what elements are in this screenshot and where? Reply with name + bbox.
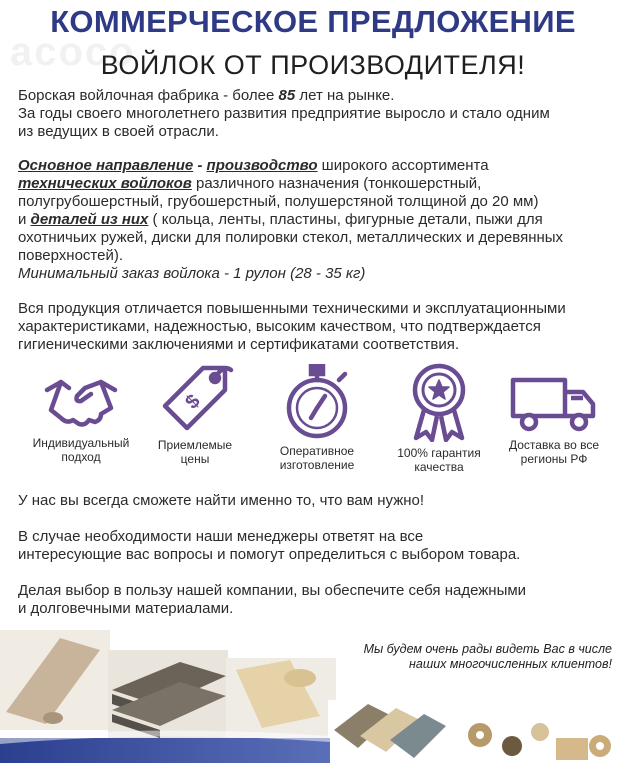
min-order: Минимальный заказ войлока - 1 рулон (28 - 35 кг) xyxy=(18,265,366,282)
feature-fast: Оперативное изготовление xyxy=(262,364,372,472)
years-number: 85 xyxy=(278,87,296,104)
feature-prices: $ Приемлемые цены xyxy=(140,362,250,466)
closing-paragraph-1: У нас вы всегда сможете найти именно то, что вам нужно! xyxy=(18,492,425,509)
price-tag-icon xyxy=(155,362,235,434)
feature-quality: 100% гарантия качества xyxy=(384,362,494,474)
stopwatch-icon xyxy=(277,364,357,440)
page-subtitle: ВОЙЛОК ОТ ПРОИЗВОДИТЕЛЯ! xyxy=(100,50,526,80)
quality-paragraph: Вся продукция отличается повышенными техническими и эксплуатационными характеристиками, надежностью, высоким качеством, что подтверждается гигиеническими заключениями и сертификатами соответствия. xyxy=(18,300,566,353)
direction-line-3: полугрубошерстный, грубошерстный, полушерстяной толщиной до 20 мм) xyxy=(18,193,539,210)
direction-paragraph xyxy=(18,157,618,283)
intro-line-2: За годы своего многолетнего развития предприятие выросло и стало одним xyxy=(18,105,550,122)
direction-line-5: охотничьих ружей, диски для полировки стекол, металлических и деревянных xyxy=(18,229,564,246)
intro-paragraph xyxy=(18,87,618,141)
closing-paragraph-3: Делая выбор в пользу нашей компании, вы обеспечите себя надежными и долговечными материалами. xyxy=(18,582,527,617)
closing-paragraph-2: В случае необходимости наши менеджеры ответят на все интересующие вас вопросы и помогут определиться с выбором товара. xyxy=(18,528,521,563)
intro-line-1: Борская войлочная фабрика - более 85 лет на рынке. xyxy=(18,87,395,104)
delivery-truck-icon xyxy=(509,374,599,434)
direction-line-2: технических войлоков различного назначения (тонкошерстный, xyxy=(18,175,482,192)
footer-quote: Мы будем очень рады видеть Вас в числе наших многочисленных клиентов! xyxy=(363,642,612,671)
watermark: acoco xyxy=(10,30,136,74)
intro-line-3: из ведущих в своей отрасли. xyxy=(18,123,219,140)
award-badge-icon xyxy=(404,362,474,442)
page-title: КОММЕРЧЕСКОЕ ПРЕДЛОЖЕНИЕ xyxy=(50,4,576,39)
feature-individual: Индивидуальный подход xyxy=(26,368,136,464)
feature-delivery: Доставка во все регионы РФ xyxy=(494,374,614,466)
svg-text:$: $ xyxy=(181,390,205,414)
direction-line-6: поверхностей). xyxy=(18,247,123,264)
direction-line-1: Основное направление - производство широкого ассортимента xyxy=(18,157,489,174)
handshake-icon xyxy=(41,368,121,432)
direction-line-4: и деталей из них ( кольца, ленты, пластины, фигурные детали, пыжи для xyxy=(18,211,543,228)
